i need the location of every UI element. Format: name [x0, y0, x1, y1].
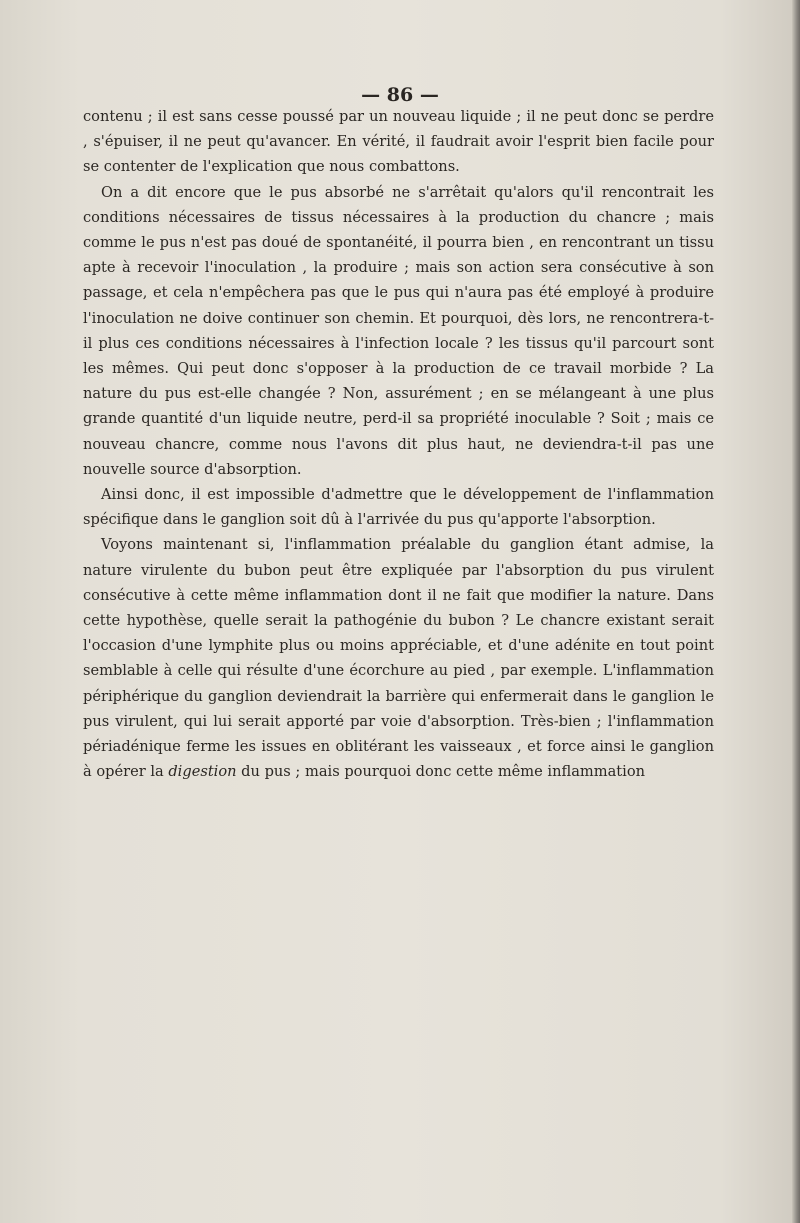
paragraph-4-text-before: Voyons maintenant si, l'inflammation préalable du ganglion étant admise, la nature virulente du bubon peut être expliquée par l'absorption du pus virulent consécutive à cette même inflammation dont il ne fait que modifier la nature. Dans cette hypothèse, quelle serait la pathogénie du bubon ? Le chancre existant serait l'occasion d'une lymphite plus ou moins appréciable, et d'une adénite en tout point semblable à celle qui résulte d'une écorchure au pied , par exemple. L'inflammation périphérique du ganglion deviendrait la barrière qui enfermerait dans le ganglion le pus virulent, qui lui serait apporté par voie d'absorption. Très-bien ; l'inflammation périadénique ferme les issues en oblitérant les vaisseaux , et force ainsi le ganglion à opérer la	[83, 536, 714, 781]
paragraph-4-text-after: du pus ; mais pourquoi donc cette même inflammation	[236, 763, 646, 781]
paragraph-1: contenu ; il est sans cesse poussé par un nouveau liquide ; il ne peut donc se perdre , s'épuiser, il ne peut qu'avancer. En vérité, il faudrait avoir l'esprit bien facile pour se contenter de l'explication que nous combattons.	[83, 108, 714, 176]
body-text	[83, 104, 714, 784]
paragraph-4	[83, 532, 714, 784]
paragraph-3: Ainsi donc, il est impossible d'admettre que le développement de l'inflammation spécifique dans le ganglion soit dû à l'arrivée du pus qu'apporte l'absorption.	[83, 486, 714, 529]
page-number: — 86 —	[361, 84, 439, 106]
italic-word-digestion: digestion	[168, 763, 237, 781]
paragraph-2: On a dit encore que le pus absorbé ne s'arrêtait qu'alors qu'il rencontrait les conditions nécessaires de tissus nécessaires à la production du chancre ; mais comme le pus n'est pas doué de spontanéité, il pourra bien , en rencontrant un tissu apte à recevoir l'inoculation , la produire ; mais son action sera consécutive à son passage, et cela n'empêchera pas que le pus qui n'aura pas été employé à produire l'inoculation ne doive continuer son chemin. Et pourquoi, dès lors, ne rencontrera-t-il plus ces conditions nécessaires à l'infection locale ? les tissus qu'il parcourt sont les mêmes. Qui peut donc s'opposer à la production de ce travail morbide ? La nature du pus est-elle changée ? Non, assurément ; en se mélangeant à une plus grande quantité d'un liquide neutre, perd-il sa propriété inoculable ? Soit ; mais ce nouveau chancre, comme nous l'avons dit plus haut, ne deviendra-t-il pas une nouvelle source d'absorption.	[83, 183, 714, 478]
page-edge-shadow	[792, 0, 800, 1223]
